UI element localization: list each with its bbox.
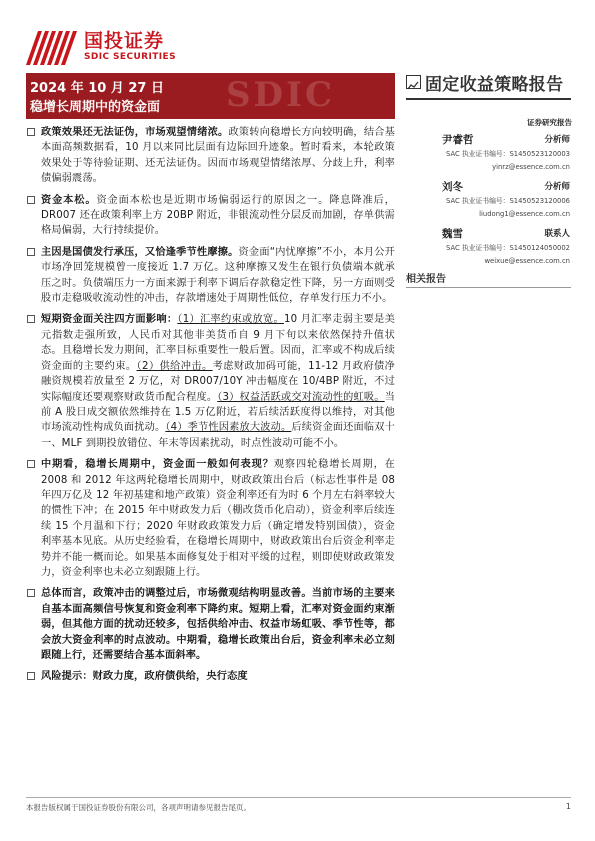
summary-paragraph — [26, 586, 395, 663]
heading-divider — [406, 98, 571, 100]
paragraph-text: 当前 A 股日成交额依然维持在 1.5 万亿附近，若后续活跃度得以维持，对其他市场流动性构成负面扰动。 — [41, 391, 395, 434]
paragraph-lead: 短期资金面关注四方面影响： — [41, 314, 178, 326]
paragraph-text: 考虑财政加码可能，11-12 月政府债净融资规模若放量至 2 万亿，对 DR007/10Y 冲击幅度在 10/4BP 附近，不过实际幅度还要观察财政货币配合程度。 — [41, 360, 395, 403]
summary-paragraph — [26, 193, 395, 239]
analyst-role: 分析师 — [544, 182, 570, 192]
banner-watermark: SDIC — [226, 75, 336, 115]
analyst-name: 尹睿哲 — [442, 134, 474, 146]
report-title: 稳增长周期中的资金面 — [30, 100, 161, 115]
summary-paragraph — [26, 312, 395, 451]
summary-paragraph — [26, 245, 395, 307]
analyst-role: 分析师 — [544, 135, 570, 145]
paragraph-text: 风险提示：财政力度，政府债供给，央行态度 — [41, 671, 248, 683]
analyst-cert: SAC 执业证书编号：S1450523120006 — [446, 197, 570, 205]
chart-icon — [406, 75, 421, 89]
company-logo — [24, 25, 199, 71]
paragraph-text: 政策转向稳增长方向较明确，结合基本面高频数据看，10 月以来同比层面有边际回升迹象。暂时看来，本轮政策效果处于等待验证期、还无法证伪。因而市场观望情绪浓厚、分歧上升，利率债偏弱震荡。 — [41, 127, 395, 185]
paragraph-lead: 资金本松。 — [41, 194, 97, 206]
analyst-role: 联系人 — [544, 229, 570, 239]
sidebar-section-label-wrap — [422, 117, 572, 128]
report-type: 固定收益策略报告 — [425, 75, 564, 95]
analyst-cert: SAC 执业证书编号：S1450523120003 — [446, 150, 570, 158]
checkbox-bullet-icon — [27, 248, 35, 256]
summary-body — [26, 120, 395, 691]
logo-mark-icon — [24, 25, 80, 69]
paragraph-text: 资金面本松也是近期市场偏弱运行的原因之一。降息降准后，DR007 还在政策利率上方 20BP 附近，非银流动性分层反而加剧，存单供需格局偏弱，大行持续提价。 — [41, 194, 395, 237]
paragraph-text: 后续资金面还面临双十一、MLF 到期投放错位、年末等因素扰动，时点性波动可能不小。 — [41, 422, 395, 449]
related-divider — [406, 287, 571, 288]
checkbox-bullet-icon — [27, 196, 35, 204]
paragraph-text: 10 月汇率走弱主要是美元指数走强所致，人民币对其他非美货币自 9 月下旬以来依然保持升值状态。且稳增长发力期间，汇率目标重要性一般后置。因而，汇率或不构成后续资金面的主要约束。 — [41, 314, 395, 372]
subpoint-heading: （1）汇率约束或放宽。 — [177, 314, 284, 326]
checkbox-bullet-icon — [27, 672, 35, 680]
report-date: 2024 年 10 月 27 日 — [30, 81, 164, 96]
paragraph-text: 观察四轮稳增长周期，在 2008 和 2012 年这两轮稳增长周期中，财政政策出台后（标志性事件是 08 年四万亿及 12 年初基建和地产政策）资金利率还有为时 6 个月左右斜率较大的惯性下冲；在 2015 年中财政发力后（棚改货币化启动），资金利率后续连续 15 个月温和下行；2020 年财政政策发力后（确定增发特别国债），资金利率基本见底。从历史经验看，在稳增长周期中，财政政策出台后资金利率走势并不能一概而论。如果基本面修复处于相对平缓的过程，则即使财政政策发力，资金利率也未必立刻跟随上行。 — [41, 459, 395, 578]
checkbox-bullet-icon — [27, 589, 35, 597]
subpoint-heading: （2）供给冲击。 — [136, 360, 213, 372]
summary-paragraph — [26, 457, 395, 580]
analyst-name: 魏雪 — [442, 228, 463, 240]
section-label: 证券研究报告 — [527, 118, 572, 127]
summary-paragraph — [26, 125, 395, 187]
report-type-heading — [406, 70, 571, 96]
analyst-email[interactable]: liudong1@essence.com.cn — [479, 210, 570, 218]
logo-chinese: 国投证券 — [84, 30, 165, 52]
footer-disclaimer: 本报告版权属于国投证券股份有限公司，各项声明请参见报告尾页。 — [26, 803, 251, 812]
subpoint-heading: （3）权益活跃或交对流动性的虹吸。 — [217, 391, 385, 403]
paragraph-lead: 中期看，稳增长周期中，资金面一般如何表现？ — [41, 459, 274, 471]
logo-english: SDIC SECURITIES — [84, 52, 176, 62]
checkbox-bullet-icon — [27, 460, 35, 468]
subpoint-heading: （4）季节性因素放大波动。 — [165, 422, 292, 434]
paragraph-text: 总体而言，政策冲击的调整过后，市场微观结构明显改善。当前市场的主要来自基本面高频信号恢复和资金利率下降约束。短期上看，汇率对资金面约束渐弱，但其他方面的扰动还较多，包括供给冲击、权益市场虹吸、季节性等，都会放大资金利率的时点波动。中期看，稳增长政策出台后，资金利率未必立刻跟随上行，还需要结合基本面斜率。 — [41, 588, 395, 661]
risk-warning — [26, 669, 395, 684]
title-banner — [26, 73, 395, 119]
footer-divider — [26, 797, 571, 798]
analyst-email[interactable]: weixue@essence.com.cn — [484, 257, 570, 265]
analyst-name: 刘冬 — [442, 181, 463, 193]
related-reports-title: 相关报告 — [406, 274, 446, 285]
paragraph-text: 资金面“内忧摩擦”不小，本月公开市场净回笼规模曾一度接近 1.7 万亿。这种摩擦又发生在银行负债端本就承压之时。负债端压力一方面来源于利率下调后存款稳定性下降，另一方面则受股市走稳吸收流动性的冲击，存款增速处于周期性低位，存单发行压力不小。 — [41, 246, 395, 305]
paragraph-lead: 主因是国债发行承压，又恰逢季节性摩擦。 — [41, 246, 239, 258]
analyst-cert: SAC 执业证书编号：S1450124050002 — [446, 244, 570, 252]
analyst-email[interactable]: yinrz@essence.com.cn — [492, 163, 570, 171]
paragraph-lead: 政策效果还无法证伪，市场观望情绪浓。 — [41, 127, 229, 138]
page-number: 1 — [565, 802, 571, 811]
checkbox-bullet-icon — [27, 315, 35, 323]
checkbox-bullet-icon — [27, 128, 35, 136]
